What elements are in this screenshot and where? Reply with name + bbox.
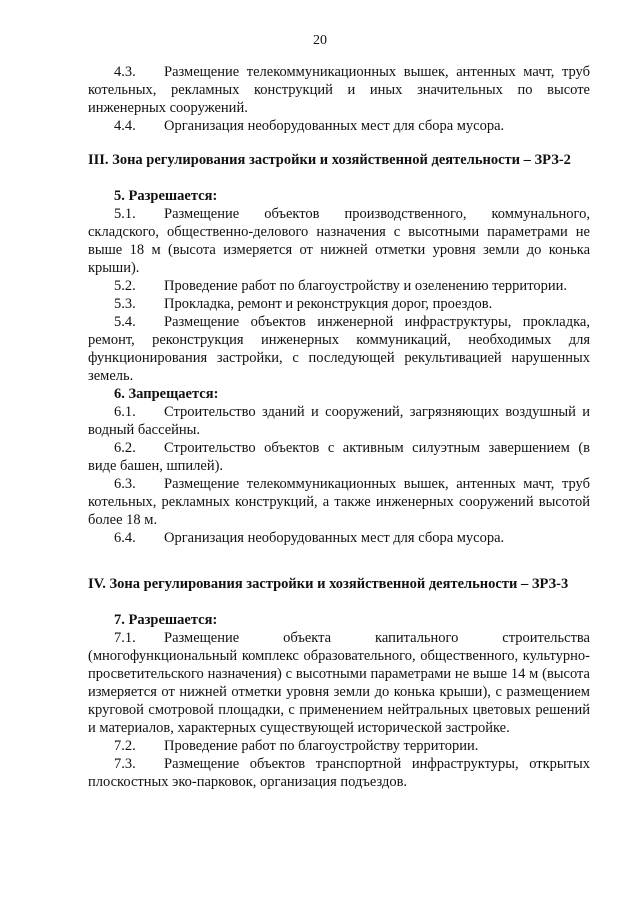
list-item-7-2 — [88, 737, 590, 755]
document-body — [88, 63, 590, 791]
forbidden-heading-6: 6. Запрещается: — [114, 386, 219, 402]
item-text: Строительство объектов с активным силуэтным завершением (в виде башен, шпилей). — [88, 440, 590, 474]
item-text: Прокладка, ремонт и реконструкция дорог, проездов. — [164, 296, 493, 312]
list-item-4-4 — [88, 117, 590, 135]
list-item-6-3 — [88, 475, 590, 529]
zone-heading-zrz-3: IV. Зона регулирования застройки и хозяйственной деятельности – ЗРЗ-3 — [88, 576, 569, 592]
item-number: 5.2. — [114, 278, 136, 294]
list-item-4-3 — [88, 63, 590, 117]
item-text: Размещение объектов инженерной инфраструктуры, прокладка, ремонт, реконструкция инженерных коммуникаций, необходимых для функционирования застройки, с последующей рекультивацией нарушенных земель. — [88, 314, 590, 384]
item-text: Размещение телекоммуникационных вышек, антенных мачт, труб котельных, рекламных конструкций и иных значительных по высоте инженерных сооружений. — [88, 64, 590, 116]
list-item-5-3 — [88, 295, 590, 313]
allowed-heading-5: 5. Разрешается: — [114, 188, 218, 204]
item-number: 4.3. — [114, 64, 136, 80]
item-number: 7.3. — [114, 756, 136, 772]
item-number: 5.4. — [114, 314, 136, 330]
list-item-5-4 — [88, 313, 590, 385]
spacer — [88, 169, 590, 187]
item-text: Размещение объектов транспортной инфраструктуры, открытых плоскостных эко-парковок, организация подъездов. — [88, 756, 590, 790]
list-item-5-2 — [88, 277, 590, 295]
list-item-6-2 — [88, 439, 590, 475]
item-number: 6.4. — [114, 530, 136, 546]
page-number: 20 — [313, 33, 327, 48]
item-text: Размещение телекоммуникационных вышек, антенных мачт, труб котельных, рекламных конструкций, а также инженерных сооружений высотой более 18 м. — [88, 476, 590, 528]
allowed-heading-7: 7. Разрешается: — [114, 612, 218, 628]
list-item-5-1 — [88, 205, 590, 277]
item-number: 6.3. — [114, 476, 136, 492]
list-item-7-1 — [88, 629, 590, 737]
item-text: Размещение объекта капитального строительства (многофункциональный комплекс образовательного, общественного, культурно-просветительского назначения) с высотными параметрами не выше 14 м (высота измеряется от нижней отметки уровня земли до конька крыши), с размещением круговой смотровой площадки, с применением нейтральных цветовых решений и материалов, характерных существующей исторической застройке. — [88, 630, 590, 736]
item-number: 5.1. — [114, 206, 136, 222]
item-number: 6.2. — [114, 440, 136, 456]
list-item-6-1 — [88, 403, 590, 439]
item-number: 7.1. — [114, 630, 136, 646]
item-number: 7.2. — [114, 738, 136, 754]
item-text: Организация необорудованных мест для сбора мусора. — [164, 118, 505, 134]
item-text: Организация необорудованных мест для сбора мусора. — [164, 530, 505, 546]
zone-heading-zrz-2: III. Зона регулирования застройки и хозяйственной деятельности – ЗРЗ-2 — [88, 152, 571, 168]
spacer — [88, 593, 590, 611]
item-text: Строительство зданий и сооружений, загрязняющих воздушный и водный бассейны. — [88, 404, 590, 438]
item-number: 5.3. — [114, 296, 136, 312]
spacer — [88, 547, 590, 575]
item-number: 4.4. — [114, 118, 136, 134]
item-text: Проведение работ по благоустройству территории. — [164, 738, 479, 754]
item-number: 6.1. — [114, 404, 136, 420]
item-text: Размещение объектов производственного, коммунального, складского, общественно-делового назначения с высотными параметрами не выше 18 м (высота измеряется от нижней отметки уровня земли до конька крыши). — [88, 206, 590, 276]
list-item-6-4 — [88, 529, 590, 547]
item-text: Проведение работ по благоустройству и озеленению территории. — [164, 278, 567, 294]
list-item-7-3 — [88, 755, 590, 791]
